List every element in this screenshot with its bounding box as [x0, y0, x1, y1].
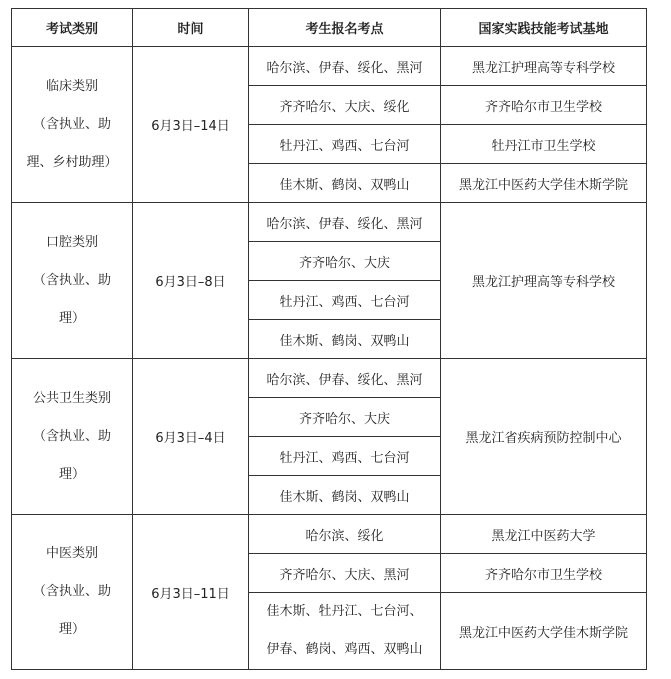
exam-schedule-table	[11, 8, 647, 670]
site-cell: 哈尔滨、绥化	[249, 515, 441, 554]
time-cell: 6月3日–4日	[133, 359, 249, 515]
base-cell: 齐齐哈尔市卫生学校	[441, 554, 647, 593]
category-name: 临床类别	[45, 78, 98, 94]
site-cell: 齐齐哈尔、大庆	[249, 398, 441, 437]
category-name: 中医类别	[45, 546, 98, 561]
table-row	[12, 203, 647, 242]
site-cell: 佳木斯、鹤岗、双鸭山	[249, 320, 441, 359]
category-cell-public-health	[12, 359, 133, 515]
site-line: 伊春、鹤岗、鸡西、双鸭山	[266, 642, 423, 657]
site-cell: 佳木斯、鹤岗、双鸭山	[249, 476, 441, 515]
category-note: 理）	[58, 622, 85, 637]
category-note: （含执业、助	[32, 428, 111, 444]
site-cell: 齐齐哈尔、大庆	[249, 242, 441, 281]
category-note: 理）	[58, 310, 85, 326]
header-exam-category: 考试类别	[12, 9, 133, 47]
base-cell: 黑龙江护理高等专科学校	[441, 47, 647, 86]
base-cell: 黑龙江中医药大学佳木斯学院	[441, 593, 647, 670]
category-cell-clinical	[12, 47, 133, 203]
header-time: 时间	[133, 9, 249, 47]
site-cell: 哈尔滨、伊春、绥化、黑河	[249, 47, 441, 86]
header-row	[12, 9, 647, 47]
base-cell: 齐齐哈尔市卫生学校	[441, 86, 647, 125]
site-cell: 齐齐哈尔、大庆、绥化	[249, 86, 441, 125]
site-cell: 牡丹江、鸡西、七台河	[249, 125, 441, 164]
site-cell: 哈尔滨、伊春、绥化、黑河	[249, 359, 441, 398]
category-note: （含执业、助	[32, 272, 111, 288]
time-cell: 6月3日–14日	[133, 47, 249, 203]
header-skills-exam-base: 国家实践技能考试基地	[441, 9, 647, 47]
table-row	[12, 359, 647, 398]
time-cell: 6月3日–8日	[133, 203, 249, 359]
category-note: （含执业、助	[32, 584, 111, 599]
time-cell: 6月3日–11日	[133, 515, 249, 670]
table-row	[12, 47, 647, 86]
base-cell: 黑龙江中医药大学佳木斯学院	[441, 164, 647, 203]
category-note: 理）	[58, 466, 85, 482]
category-name: 公共卫生类别	[32, 390, 111, 406]
site-cell: 牡丹江、鸡西、七台河	[249, 281, 441, 320]
category-note: （含执业、助	[32, 116, 111, 132]
base-cell: 黑龙江护理高等专科学校	[441, 203, 647, 359]
site-cell	[249, 593, 441, 670]
category-cell-dental	[12, 203, 133, 359]
header-registration-sites: 考生报名考点	[249, 9, 441, 47]
category-note: 理、乡村助理）	[26, 154, 118, 170]
site-cell: 牡丹江、鸡西、七台河	[249, 437, 441, 476]
base-cell: 牡丹江市卫生学校	[441, 125, 647, 164]
base-cell: 黑龙江省疾病预防控制中心	[441, 359, 647, 515]
base-cell: 黑龙江中医药大学	[441, 515, 647, 554]
site-cell: 佳木斯、鹤岗、双鸭山	[249, 164, 441, 203]
site-cell: 哈尔滨、伊春、绥化、黑河	[249, 203, 441, 242]
site-cell: 齐齐哈尔、大庆、黑河	[249, 554, 441, 593]
category-cell-tcm	[12, 515, 133, 670]
site-line: 佳木斯、牡丹江、七台河、	[266, 604, 423, 619]
table-row	[12, 515, 647, 554]
category-name: 口腔类别	[45, 234, 98, 250]
